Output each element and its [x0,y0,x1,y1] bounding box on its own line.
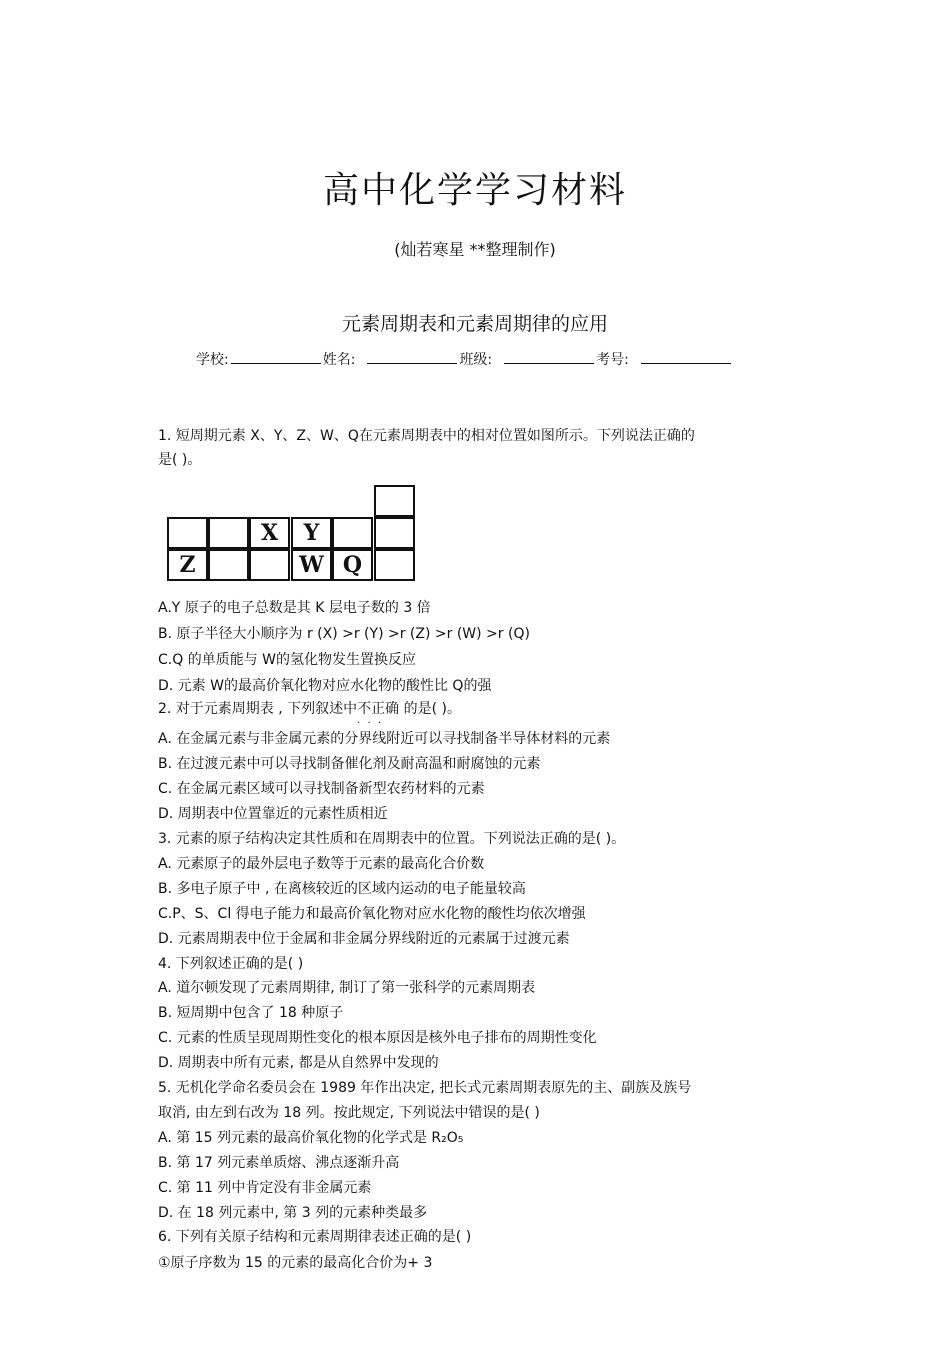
question-4-option-b: B. 短周期中包含了 18 种原子 [158,1005,344,1021]
element-q-cell: Q [332,549,373,581]
question-3-option-d: D. 元素周期表中位于金属和非金属分界线附近的元素属于过渡元素 [158,931,570,947]
question-5-option-a: A. 第 15 列元素的最高价氧化物的化学式是 R₂O₅ [158,1130,464,1146]
table-cell [374,485,415,517]
question-2-stem [158,698,461,720]
question-3-option-c: C.P、S、Cl 得电子能力和最高价氧化物对应水化物的酸性均依次增强 [158,906,586,922]
student-info-line [196,349,733,371]
question-2-option-a: A. 在金属元素与非金属元素的分界线附近可以寻找制备半导体材料的元素 [158,731,611,747]
question-4-option-d: D. 周期表中所有元素, 都是从自然界中发现的 [158,1055,439,1071]
element-w-cell: W [291,549,332,581]
table-cell [374,549,415,581]
question-2-option-d: D. 周期表中位置靠近的元素性质相近 [158,806,388,822]
main-title: 高中化学学习材料 [322,170,627,211]
element-z-cell: Z [167,549,208,581]
element-y-cell: Y [291,517,332,549]
table-cell [167,517,208,549]
element-x-cell: X [249,517,290,549]
question-5-stem: 5. 无机化学命名委员会在 1989 年作出决定, 把长式元素周期表原先的主、副族及族号 [158,1080,692,1096]
class-label: 班级: [459,352,493,368]
question-5-stem-cont: 取消, 由左到右改为 18 列。按此规定, 下列说法中错误的是( ) [158,1105,540,1121]
table-cell [208,517,249,549]
question-4-stem: 4. 下列叙述正确的是( ) [158,956,304,972]
school-blank[interactable] [231,349,321,364]
question-1-stem: 1. 短周期元素 X、Y、Z、W、Q在元素周期表中的相对位置如图所示。下列说法正确的 [158,428,695,444]
question-3-option-b: B. 多电子原子中 , 在离核较近的区域内运动的电子能量较高 [158,881,526,897]
question-5-option-d: D. 在 18 列元素中, 第 3 列的元素种类最多 [158,1205,428,1221]
question-1-option-c: C.Q 的单质能与 W的氢化物发生置换反应 [158,652,416,668]
name-label: 姓名: [322,352,356,368]
question-1-option-b: B. 原子半径大小顺序为 r (X) >r (Y) >r (Z) >r (W) >r (Q) [158,626,530,642]
question-1-option-a: A.Y 原子的电子总数是其 K 层电子数的 3 倍 [158,600,431,616]
question-2-stem-post: 的是( )。 [399,701,461,717]
question-5-option-c: C. 第 11 列中肯定没有非金属元素 [158,1180,372,1196]
question-6-item-1: ①原子序数为 15 的元素的最高化合价为+ 3 [158,1255,433,1271]
question-3-option-a: A. 元素原子的最外层电子数等于元素的最高化合价数 [158,856,485,872]
periodic-table-figure [167,485,419,585]
exam-number-blank[interactable] [641,349,731,364]
question-1-stem-cont: 是( )。 [158,452,202,468]
table-cell [332,517,373,549]
question-2-option-b: B. 在过渡元素中可以寻找制备催化剂及耐高温和耐腐蚀的元素 [158,756,541,772]
school-label: 学校: [196,352,229,368]
question-2-emphasis: 不正确 · · · [357,701,399,717]
question-1-option-d: D. 元素 W的最高价氧化物对应水化物的酸性比 Q的强 [158,678,492,694]
question-2-stem-pre: 2. 对于元素周期表 , 下列叙述中 [158,701,358,717]
table-cell [374,517,415,549]
document-title: 元素周期表和元素周期律的应用 [341,313,608,335]
question-5-option-b: B. 第 17 列元素单质熔、沸点逐渐升高 [158,1155,400,1171]
class-blank[interactable] [504,349,594,364]
question-2-option-c: C. 在金属元素区域可以寻找制备新型农药材料的元素 [158,781,485,797]
question-3-stem: 3. 元素的原子结构决定其性质和在周期表中的位置。下列说法正确的是( )。 [158,831,626,847]
question-4-option-c: C. 元素的性质呈现周期性变化的根本原因是核外电子排布的周期性变化 [158,1030,597,1046]
question-6-stem: 6. 下列有关原子结构和元素周期律表述正确的是( ) [158,1229,472,1245]
question-4-option-a: A. 道尔顿发现了元素周期律, 制订了第一张科学的元素周期表 [158,980,536,996]
table-cell [208,549,249,581]
table-cell [249,549,290,581]
subtitle: (灿若寒星 **整理制作) [394,240,556,259]
exam-number-label: 考号: [596,352,629,368]
name-blank[interactable] [367,349,457,364]
